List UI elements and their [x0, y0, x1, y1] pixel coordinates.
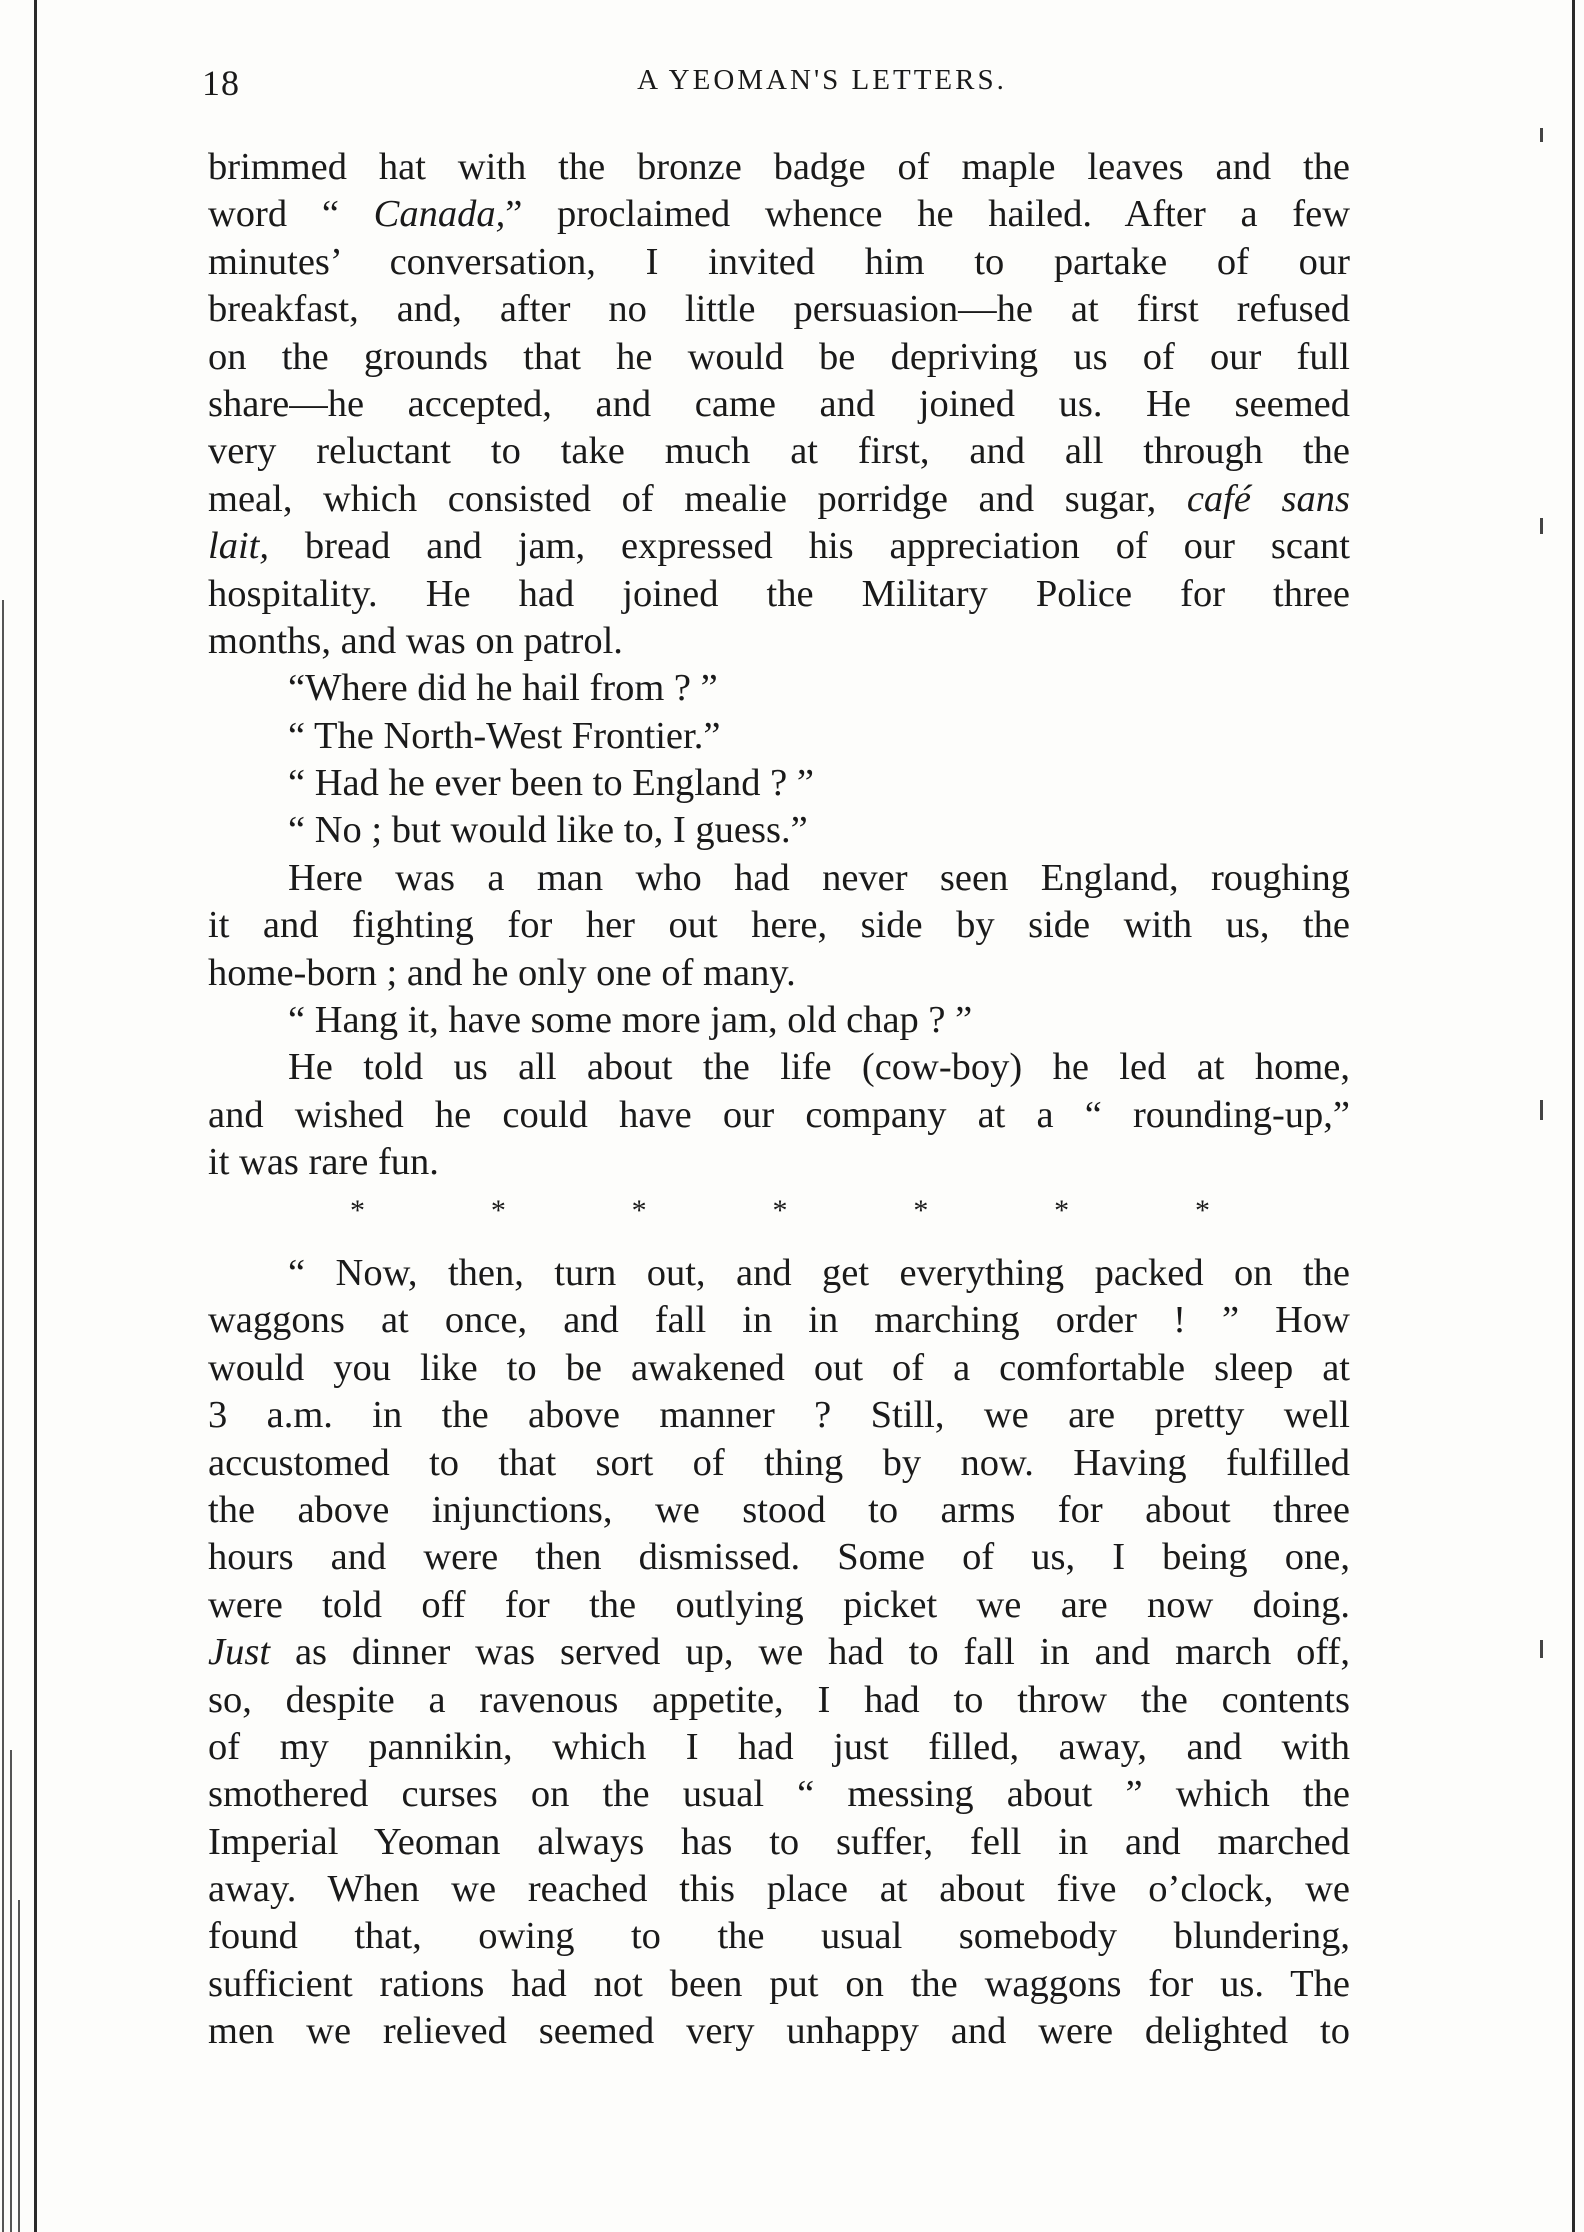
binding-edge-line [10, 1750, 12, 2232]
body-text [208, 144, 1350, 2056]
text-line: found that, owing to the usual somebody blundering, [208, 1915, 1350, 1958]
text-line: it and fighting for her out here, side by side with us, the [208, 904, 1350, 947]
dialogue-line: “Where did he hail from ? ” [288, 667, 718, 710]
text-line: hospitality. He had joined the Military Police for three [208, 572, 1350, 615]
text-line: breakfast, and, after no little persuasion—he at first refused [208, 288, 1350, 331]
page-number: 18 [202, 63, 240, 103]
running-title: A YEOMAN'S LETTERS. [637, 64, 1007, 96]
dialogue-line: “ The North-West Frontier.” [288, 714, 721, 757]
text-line: He told us all about the life (cow-boy) he led at home, [288, 1046, 1350, 1089]
section-break-star: * [350, 1193, 365, 1227]
margin-mark [1540, 128, 1543, 142]
text-line: minutes’ conversation, I invited him to partake of our [208, 240, 1350, 283]
text-line: 3 a.m. in the above manner ? Still, we are pretty well [208, 1394, 1350, 1437]
margin-mark [1540, 518, 1543, 534]
text-line: Here was a man who had never seen England, roughing [288, 856, 1350, 899]
text-line: would you like to be awakened out of a comfortable sleep at [208, 1346, 1350, 1389]
section-break-star: * [913, 1193, 929, 1227]
text-line: very reluctant to take much at first, and all through the [208, 430, 1350, 473]
text-line: and wished he could have our company at a “ rounding-up,” [208, 1093, 1350, 1136]
text-line: accustomed to that sort of thing by now. Having fulfilled [208, 1441, 1350, 1484]
margin-mark [1540, 1640, 1543, 1658]
section-break-star: * [1194, 1193, 1210, 1227]
text-line: smothered curses on the usual “ messing about ” which the [208, 1773, 1350, 1816]
text-line: it was rare fun. [208, 1141, 439, 1184]
text-line: meal, which consisted of mealie porridge and sugar, café sans [208, 477, 1351, 520]
text-line: of my pannikin, which I had just filled, away, and with [208, 1725, 1350, 1768]
text-line: brimmed hat with the bronze badge of maple leaves and the [208, 146, 1350, 188]
text-line: Just as dinner was served up, we had to fall in and march off, [208, 1631, 1350, 1674]
text-line: hours and were then dismissed. Some of us, I being one, [208, 1536, 1350, 1579]
text-line: months, and was on patrol. [208, 619, 623, 662]
binding-edge-line [34, 0, 37, 2232]
page-edge-line [1572, 0, 1575, 2232]
section-break [208, 1187, 1350, 1234]
section-break-star: * [1054, 1193, 1070, 1227]
text-line: lait, bread and jam, expressed his appreciation of our scant [208, 525, 1350, 568]
section-break-star: * [490, 1193, 506, 1227]
binding-edge-line [2, 600, 4, 2232]
dialogue-line: “ Had he ever been to England ? ” [288, 762, 814, 805]
margin-mark [1540, 1100, 1543, 1120]
section-break-star: * [631, 1193, 647, 1227]
binding-edge-line [18, 1900, 20, 2232]
text-line: home-born ; and he only one of many. [208, 951, 796, 994]
section-break-star: * [772, 1193, 788, 1227]
text-line: share—he accepted, and came and joined us. He seemed [208, 382, 1350, 425]
text-line: the above injunctions, we stood to arms for about three [208, 1488, 1350, 1531]
text-line: were told off for the outlying picket we are now doing. [208, 1583, 1350, 1626]
text-line: “ Now, then, turn out, and get everything packed on the [288, 1251, 1350, 1294]
text-line: on the grounds that he would be depriving us of our full [208, 335, 1350, 378]
text-line: Imperial Yeoman always has to suffer, fell in and marched [208, 1820, 1350, 1863]
text-line: away. When we reached this place at about five o’clock, we [208, 1868, 1350, 1911]
text-line: so, despite a ravenous appetite, I had to throw the contents [208, 1678, 1350, 1721]
text-line: sufficient rations had not been put on the waggons for us. The [208, 1962, 1350, 2005]
dialogue-line: “ Hang it, have some more jam, old chap ? ” [288, 999, 973, 1042]
text-line: waggons at once, and fall in in marching order ! ” How [208, 1299, 1350, 1342]
dialogue-line: “ No ; but would like to, I guess.” [288, 809, 808, 852]
text-line: men we relieved seemed very unhappy and were delighted to [208, 2010, 1350, 2053]
text-line: word “ Canada,” proclaimed whence he hailed. After a few [208, 193, 1350, 236]
